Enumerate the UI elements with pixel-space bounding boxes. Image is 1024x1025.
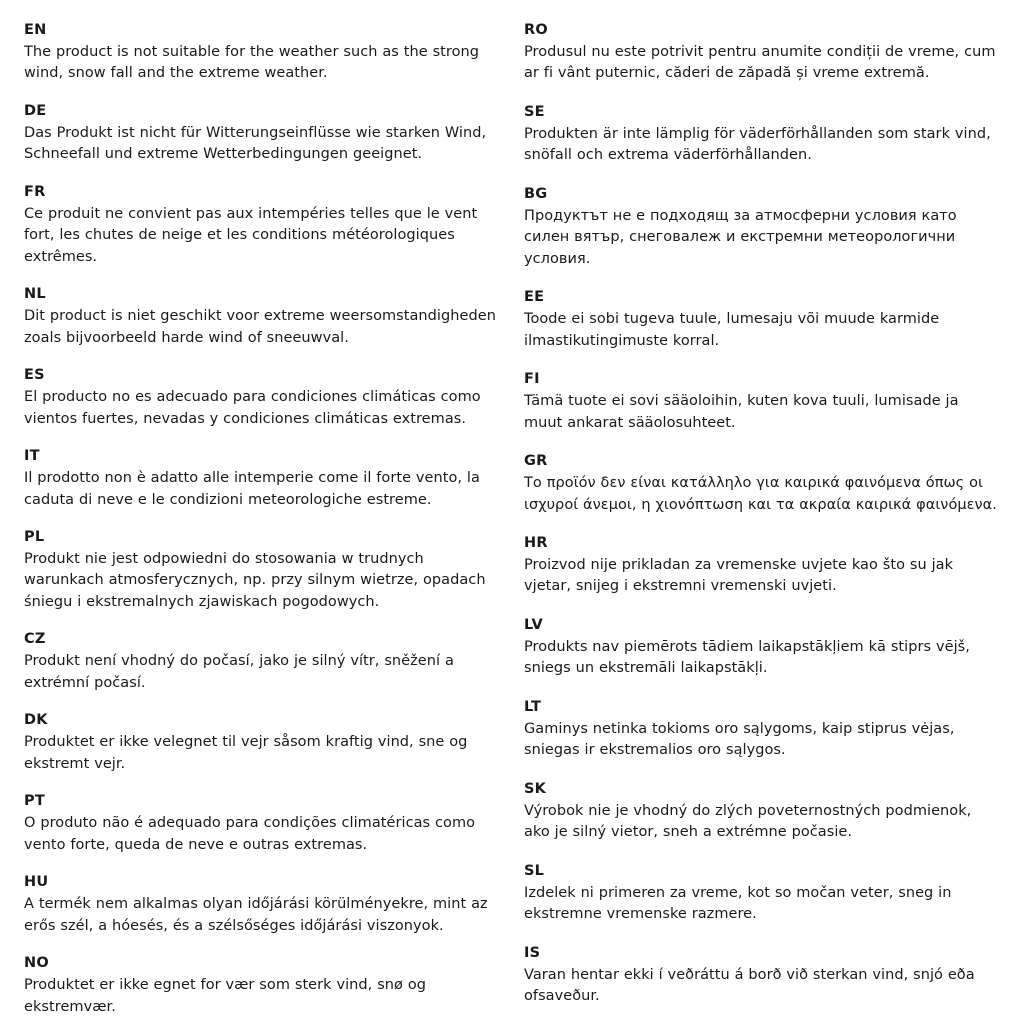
language-code: SK [524, 780, 547, 797]
language-code: FI [524, 371, 540, 388]
language-entry [524, 533, 1000, 598]
language-entry [524, 287, 1000, 352]
language-text: Il prodotto non è adatto alle intemperie come il forte vento, la caduta di neve e le condizioni meteorologiche estreme. [24, 470, 480, 508]
language-code: IT [24, 448, 40, 465]
language-entry [24, 791, 496, 856]
language-entry [24, 527, 496, 613]
language-entry [524, 184, 1000, 270]
language-code: DK [24, 712, 48, 729]
right-language-column [512, 20, 1000, 1025]
language-entry [524, 451, 1000, 516]
language-text: Výrobok nie je vhodný do zlých poveternostných podmienok, ako je silný vietor, sneh a extrémne počasie. [524, 802, 972, 841]
language-entry [24, 365, 496, 430]
language-entry [524, 861, 1000, 926]
language-text: Dit product is niet geschikt voor extreme weersomstandigheden zoals bijvoorbeeld harde wind of sneeuwval. [24, 308, 496, 346]
language-text: Das Produkt ist nicht für Witterungseinflüsse wie starken Wind, Schneefall und extreme Wetterbedingungen geeignet. [24, 124, 487, 163]
language-text: Produktet er ikke velegnet til vejr såsom kraftig vind, sne og ekstremt vejr. [24, 734, 468, 772]
language-text: Produktet er ikke egnet for vær som sterk vind, snø og ekstremvær. [24, 977, 426, 1015]
language-text: O produto não é adequado para condições climatéricas como vento forte, queda de neve e outras extremas. [24, 815, 476, 853]
language-text: Proizvod nije prikladan za vremenske uvjete kao što su jak vjetar, snijeg i ekstremni vremenski uvjeti. [524, 557, 954, 595]
language-code: NO [24, 955, 49, 972]
language-text: Ce produit ne convient pas aux intempéries telles que le vent fort, les chutes de neige et les conditions météorologiques extrêmes. [24, 205, 478, 265]
language-entry [524, 369, 1000, 434]
language-code: LT [524, 698, 542, 715]
language-entry [24, 20, 496, 85]
language-code: EE [524, 289, 545, 306]
language-code: PT [24, 793, 45, 810]
language-text: Tämä tuote ei sovi sääoloihin, kuten kova tuuli, lumisade ja muut ankarat sääolosuhteet. [524, 393, 959, 431]
language-code: FR [24, 183, 46, 200]
language-code: ES [24, 367, 45, 384]
language-entry [24, 629, 496, 694]
language-text: Produkt nie jest odpowiedni do stosowania w trudnych warunkach atmosferycznych, np. przy silnym wietrze, opadach śniegu i ekstremalnych zjawiskach pogodowych. [24, 551, 486, 610]
language-code: HU [24, 874, 49, 891]
language-text: Izdelek ni primeren za vreme, kot so močan veter, sneg in ekstremne vremenske razmere. [524, 884, 952, 923]
language-text: The product is not suitable for the weather such as the strong wind, snow fall and the extreme weather. [24, 44, 480, 82]
language-text: Продуктът не е подходящ за атмосферни условия като силен вятър, снеговалеж и екстремни метеорологични условия. [524, 207, 957, 267]
language-entry [24, 872, 496, 937]
language-entry [24, 446, 496, 511]
language-text: Toode ei sobi tugeva tuule, lumesaju või muude karmide ilmastikutingimuste korral. [524, 311, 940, 349]
language-text: Το προϊόν δεν είναι κατάλληλο για καιρικά φαινόμενα όπως οι ισχυροί άνεμοι, η χιονόπτωση και τα ακραία καιρικά φαινόμενα. [524, 475, 997, 513]
language-text: El producto no es adecuado para condiciones climáticas como vientos fuertes, nevadas y condiciones climáticas extremas. [24, 389, 481, 427]
language-entry [24, 182, 496, 268]
language-code: PL [24, 528, 45, 545]
language-text: Produsul nu este potrivit pentru anumite condiții de vreme, cum ar fi vânt puternic, căderi de zăpadă și vreme extremă. [524, 44, 996, 82]
language-entry [524, 20, 1000, 85]
language-code: DE [24, 102, 47, 119]
language-entry [24, 953, 496, 1018]
language-entry [524, 943, 1000, 1008]
language-text: Produkten är inte lämplig för väderförhållanden som stark vind, snöfall och extrema väderförhållanden. [524, 125, 991, 164]
language-entry [524, 779, 1000, 844]
language-entry [24, 101, 496, 166]
language-code: SL [524, 862, 545, 879]
language-code: CZ [24, 631, 46, 648]
language-code: RO [524, 22, 548, 38]
language-entry [524, 615, 1000, 680]
language-code: BG [524, 185, 548, 202]
language-entry [24, 284, 496, 349]
language-code: HR [524, 534, 548, 551]
language-text: Varan hentar ekki í veðráttu á borð við sterkan vind, snjó eða ofsaveður. [524, 966, 975, 1005]
language-code: GR [524, 453, 548, 470]
language-code: EN [24, 22, 47, 38]
language-code: LV [524, 616, 543, 633]
language-entry [524, 697, 1000, 762]
left-language-column [24, 20, 512, 1018]
language-code: NL [24, 286, 46, 303]
language-entry [24, 710, 496, 775]
language-text: A termék nem alkalmas olyan időjárási körülményekre, mint az erős szél, a hóesés, és a szélsőséges időjárási viszonyok. [24, 896, 488, 934]
language-code: SE [524, 103, 545, 120]
language-code: IS [524, 944, 541, 961]
language-text: Produkts nav piemērots tādiem laikapstākļiem kā stiprs vējš, sniegs un ekstremāli laikapstākļi. [524, 638, 970, 677]
language-text: Produkt není vhodný do počasí, jako je silný vítr, sněžení a extrémní počasí. [24, 653, 454, 691]
language-entry [524, 102, 1000, 167]
language-text: Gaminys netinka tokioms oro sąlygoms, kaip stiprus vėjas, sniegas ir ekstremalios oro sąlygos. [524, 720, 955, 759]
